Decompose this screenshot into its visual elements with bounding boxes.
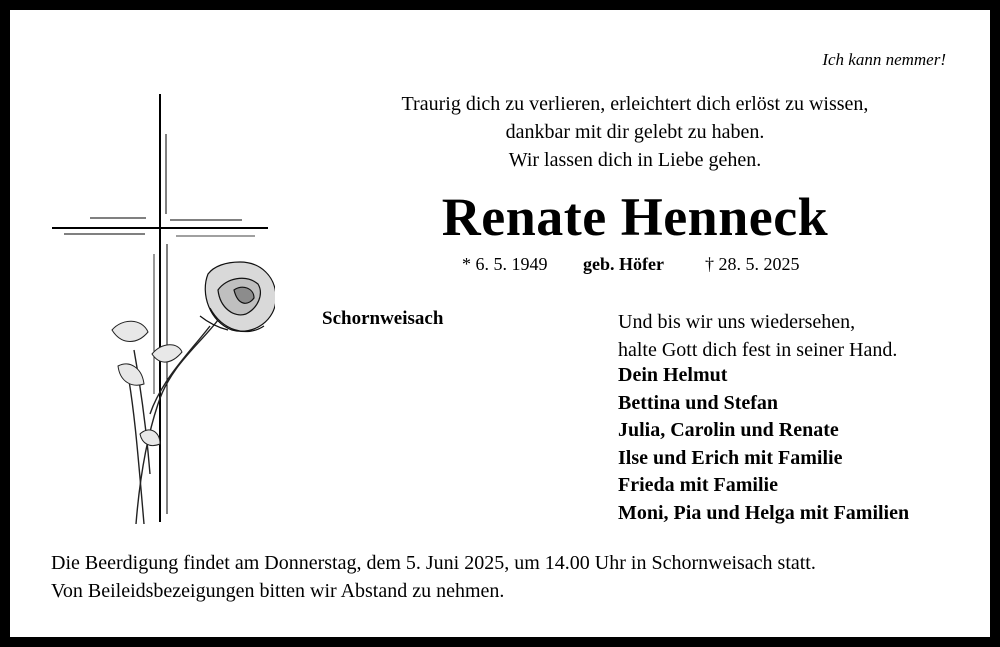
death-date: † 28. 5. 2025 [705,254,800,274]
family-member: Frieda mit Familie [618,474,778,496]
verse-line: Und bis wir uns wiedersehen, [618,311,856,333]
family-member: Julia, Carolin und Renate [618,419,839,441]
motto-quote: Ich kann nemmer! [822,50,946,69]
funeral-info [51,549,816,605]
cross-with-rose-icon [50,94,275,524]
family-member: Moni, Pia und Helga mit Familien [618,501,910,524]
family-member: Bettina und Stefan [618,391,779,414]
obituary-notice [10,10,990,637]
maiden-name: geb. Höfer [583,254,664,274]
family-member: Ilse und Erich mit Familie [618,446,843,469]
poem [280,90,990,174]
poem-line: Wir lassen dich in Liebe gehen. [508,149,762,171]
birth-date: * 6. 5. 1949 [462,254,548,274]
verse [618,308,897,364]
place-name: Schornweisach [322,308,444,329]
poem-line: dankbar mit dir gelebt zu haben. [505,121,765,143]
family-list [618,362,909,527]
family-member: Dein Helmut [618,364,728,386]
poem-line: Traurig dich zu verlieren, erleichtert dich erlöst zu wissen, [401,93,869,115]
funeral-line: Die Beerdigung findet am Donnerstag, dem 5. Juni 2025, um 14.00 Uhr in Schornweisach statt. [51,552,816,574]
funeral-line: Von Beileidsbezeigungen bitten wir Abstand zu nehmen. [51,580,505,602]
verse-line: halte Gott dich fest in seiner Hand. [618,339,898,361]
deceased-name: Renate Henneck [441,187,829,247]
